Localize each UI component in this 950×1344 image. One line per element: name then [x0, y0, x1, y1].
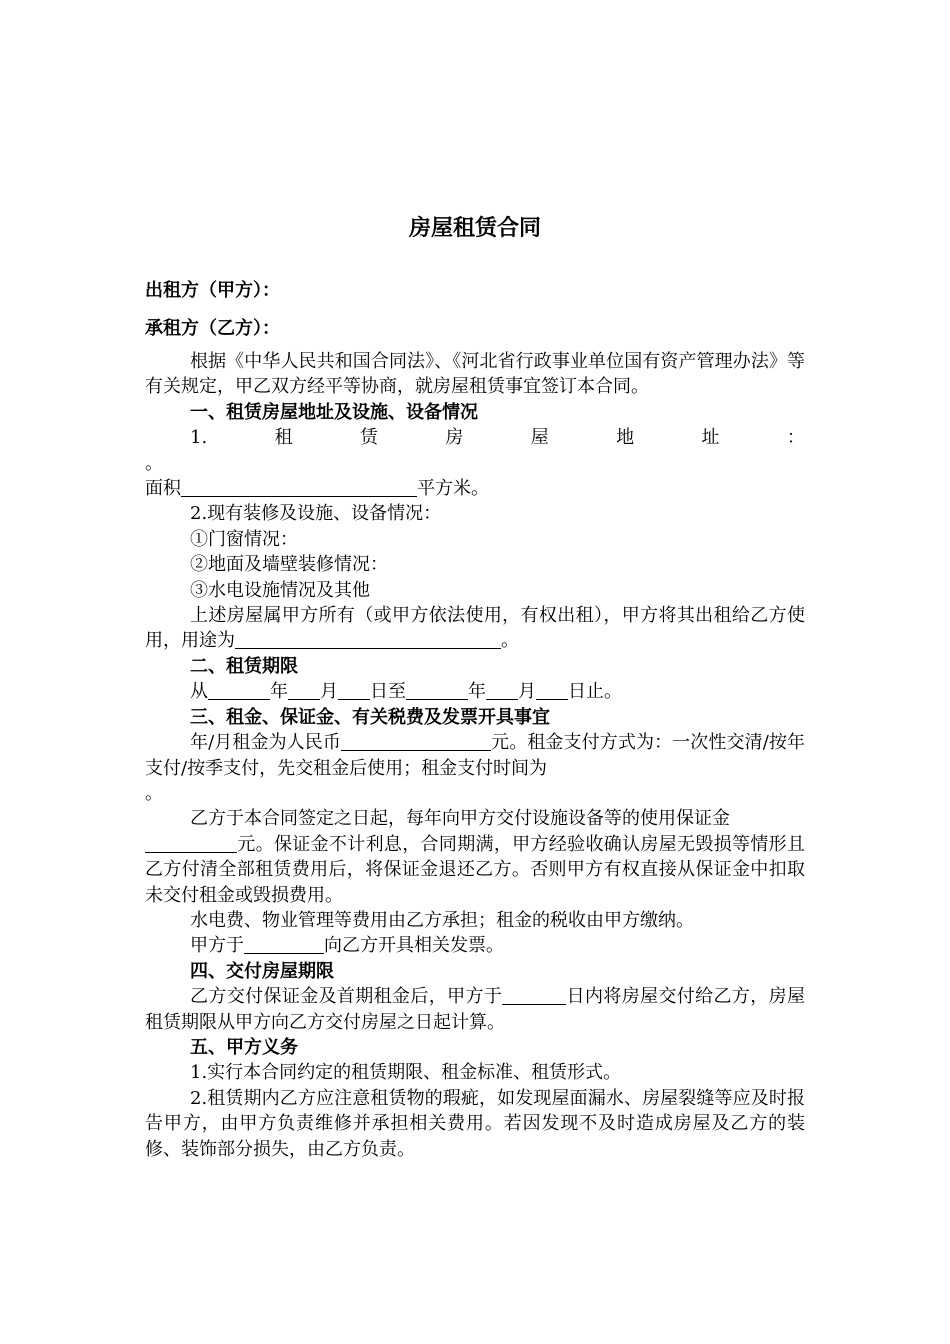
start-day-blank[interactable] [338, 681, 370, 700]
address-end: 。 [145, 452, 163, 474]
term-from: 从 [190, 681, 208, 703]
invoice-date-blank[interactable] [244, 935, 324, 954]
delivery-text: 乙方交付保证金及首期租金后，甲方于 [190, 986, 503, 1008]
deposit-text: 元。保证金不计利息，合同期满，甲方经验收确认房屋无毁损等情形且乙方付清全部租赁费用后，将保证金退还乙方。否则甲方有权直接从保证金中扣取未交付租金或毁损费用。 [145, 833, 805, 906]
delivery-text-end: 日内将房屋交付给乙方，房屋租赁期限从甲方向乙方交付房屋之日起计算。 [145, 986, 805, 1033]
term-line [145, 679, 805, 704]
end-day-blank[interactable] [536, 681, 568, 700]
address-char: 1. [190, 427, 208, 449]
area-line [145, 476, 805, 501]
utilities-item: ③水电设施情况及其他 [190, 579, 370, 601]
section-1-heading: 一、租赁房屋地址及设施、设备情况 [190, 401, 478, 423]
address-char: 房 [445, 427, 464, 449]
start-month-blank[interactable] [288, 681, 320, 700]
term-year-label: 年 [270, 681, 288, 703]
address-char: 屋 [530, 427, 549, 449]
delivery-paragraph [145, 984, 805, 1035]
deposit-amount-blank[interactable] [145, 834, 237, 853]
section-5-heading: 五、甲方义务 [190, 1036, 298, 1058]
end-month-blank[interactable] [486, 681, 518, 700]
invoice-paragraph [145, 933, 805, 958]
deposit-terms [145, 832, 805, 908]
section-3-heading: 三、租金、保证金、有关税费及发票开具事宜 [190, 706, 550, 728]
intro-paragraph: 根据《中华人民共和国合同法》、《河北省行政事业单位国有资产管理办法》等有关规定，甲乙双方经平等协商，就房屋租赁事宜签订本合同。 [145, 351, 805, 398]
document-title: 房屋租赁合同 [408, 216, 541, 241]
lessor-duty-2: 2.租赁期内乙方应注意租赁物的瑕疵，如发现屋面漏水、房屋裂缝等应及时报告甲方，由甲方负责维修并承担相关费用。若因发现不及时造成房屋及乙方的装修、装饰部分损失，由乙方负责。 [145, 1087, 805, 1160]
rent-amount-blank[interactable] [341, 732, 491, 751]
address-char: 址 [701, 427, 720, 449]
lessor-label: 出租方（甲方）： [145, 280, 280, 301]
area-blank[interactable] [181, 478, 417, 497]
address-char: 地 [616, 427, 635, 449]
section-4-heading: 四、交付房屋期限 [190, 960, 334, 982]
rent-end: 。 [145, 782, 163, 804]
fees-paragraph: 水电费、物业管理等费用由乙方承担；租金的税收由甲方缴纳。 [190, 909, 694, 931]
term-month-label: 月 [518, 681, 536, 703]
usage-text: 上述房屋属甲方所有（或甲方依法使用，有权出租），甲方将其出租给乙方使用，用途为 [145, 605, 805, 652]
address-char: 租 [274, 427, 293, 449]
term-month-label: 月 [320, 681, 338, 703]
term-day-to: 日至 [370, 681, 406, 703]
address-char: 赁 [359, 427, 378, 449]
lessor-duty-1: 1.实行本合同约定的租赁期限、租金标准、租赁形式。 [190, 1062, 622, 1084]
delivery-days-blank[interactable] [502, 986, 566, 1005]
address-line [145, 425, 805, 450]
area-unit: 平方米。 [417, 478, 489, 500]
start-year-blank[interactable] [208, 681, 270, 700]
rent-paragraph [145, 730, 805, 781]
facilities-item: 2.现有装修及设施、设备情况： [190, 503, 442, 525]
area-label: 面积 [145, 478, 181, 500]
section-2-heading: 二、租赁期限 [190, 655, 298, 677]
invoice-text: 甲方于 [190, 935, 244, 957]
contract-body [145, 349, 805, 1162]
doors-windows-item: ①门窗情况： [190, 528, 298, 550]
deposit-paragraph: 乙方于本合同签定之日起，每年向甲方交付设施设备等的使用保证金 [190, 808, 730, 830]
term-day-end: 日止。 [568, 681, 622, 703]
floor-wall-item: ②地面及墙壁装修情况： [190, 554, 388, 576]
invoice-text-end: 向乙方开具相关发票。 [324, 935, 504, 957]
usage-paragraph [145, 603, 805, 654]
usage-end: 。 [501, 630, 519, 652]
rent-terms: 元。租金支付方式为：一次性交清/按年支付/按季支付，先交租金后使用；租金支付时间为 [145, 732, 805, 779]
usage-blank[interactable] [235, 630, 501, 649]
lessee-label: 承租方（乙方）： [145, 318, 280, 339]
term-year-label: 年 [468, 681, 486, 703]
end-year-blank[interactable] [406, 681, 468, 700]
address-char: ： [786, 427, 805, 449]
rent-text: 年/月租金为人民币 [190, 732, 342, 754]
